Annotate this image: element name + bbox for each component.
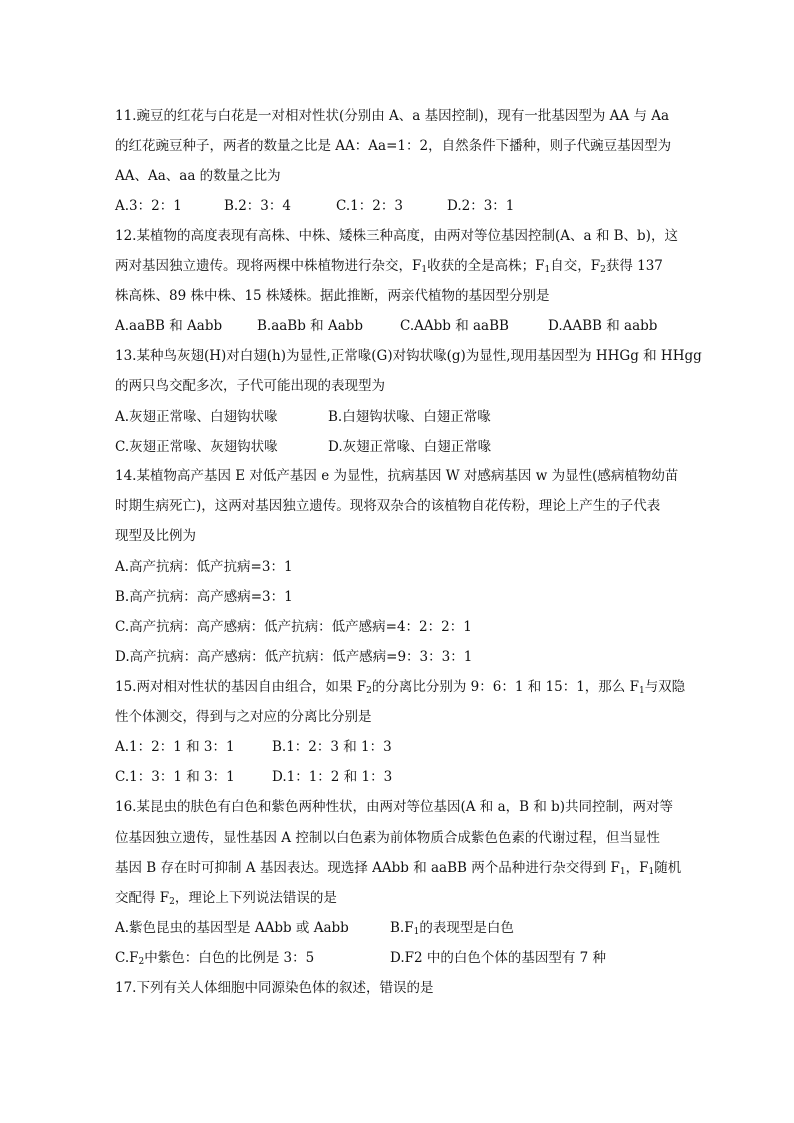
q14-option-d: D.高产抗病：高产感病：低产抗病：低产感病=9：3：3：1 [115, 649, 473, 665]
q12-option-d: D.AABB 和 aabb [548, 318, 658, 334]
q14-option-c: C.高产抗病：高产感病：低产抗病：低产感病=4：2：2：1 [115, 619, 472, 635]
q14-line-1: 14.某植物高产基因 E 对低产基因 e 为显性，抗病基因 W 对感病基因 w 为显性(感病植物幼苗 [115, 468, 679, 484]
q13-option-c: C.灰翅正常喙、灰翅钩状喙 [115, 439, 278, 455]
q15-option-a: A.1：2：1 和 3：1 [115, 739, 235, 755]
q11-option-d: D.2：3：1 [447, 198, 515, 214]
q12-line-1: 12.某植物的高度表现有高株、中株、矮株三种高度，由两对等位基因控制(A、a 和 B、b)，这 [115, 228, 678, 244]
q16-option-b: $B.F_1$的表现型是白色 [390, 920, 514, 937]
q17-line-1: 17.下列有关人体细胞中同源染色体的叙述，错误的是 [115, 980, 434, 996]
q15-line-2: 性个体测交，得到与之对应的分离比分别是 [115, 709, 372, 725]
q13-option-b: B.白翅钩状喙、白翅正常喙 [328, 409, 491, 425]
q13-line-1: 13.某种鸟灰翅(H)对白翅(h)为显性,正常喙(G)对钩状喙(g)为显性,现用基因型为 HHGg 和 HHgg [115, 348, 702, 364]
q11-option-a: A.3：2：1 [115, 198, 182, 214]
q12-option-a: A.aaBB 和 Aabb [115, 318, 223, 334]
q15-option-d: D.1：1：2 和 1：3 [272, 769, 393, 785]
q12-option-c: C.AAbb 和 aaBB [400, 318, 509, 334]
q15-option-b: B.1：2：3 和 1：3 [272, 739, 392, 755]
q15-line-1: 15.两对相对性状的基因自由组合，如果 $F_2$的分离比分别为 9：6：1 和 15：1，那么 $F_1$与双隐 [115, 679, 686, 696]
q13-option-a: A.灰翅正常喙、白翅钩状喙 [115, 409, 278, 425]
q11-option-b: B.2：3：4 [224, 198, 291, 214]
q16-line-2: 位基因独立遗传，显性基因 A 控制以白色素为前体物质合成紫色色素的代谢过程，但当显性 [115, 830, 660, 846]
q16-line-1: 16.某昆虫的肤色有白色和紫色两种性状，由两对等位基因(A 和 a，B 和 b)共同控制，两对等 [115, 799, 674, 815]
q16-option-a: A.紫色昆虫的基因型是 AAbb 或 Aabb [115, 920, 349, 936]
q16-line-4: 交配得 $F_2$，理论上下列说法错误的是 [115, 890, 337, 907]
q16-line-3: 基因 B 存在时可抑制 A 基因表达。现选择 AAbb 和 aaBB 两个品种进行杂交得到 $F_1$，$F_1$随机 [115, 860, 682, 877]
q13-line-2: 的两只鸟交配多次，子代可能出现的表现型为 [115, 378, 385, 394]
q12-option-b: B.aaBb 和 Aabb [257, 318, 364, 334]
q12-line-2: 两对基因独立遗传。现将两棵中株植物进行杂交，$F_1$收获的全是高株；$F_1$自交，$F_2$获得 137 [115, 258, 663, 275]
q14-line-3: 现型及比例为 [115, 528, 196, 544]
q12-line-3: 株高株、89 株中株、15 株矮株。据此推断，两亲代植物的基因型分别是 [115, 288, 550, 304]
q11-line-1: 11.豌豆的红花与白花是一对相对性状(分别由 A、a 基因控制)，现有一批基因型为 AA 与 Aa [115, 108, 670, 124]
q14-option-b: B.高产抗病：高产感病=3：1 [115, 589, 293, 605]
q16-option-d: D.F2 中的白色个体的基因型有 7 种 [390, 950, 607, 966]
q15-option-c: C.1：3：1 和 3：1 [115, 769, 235, 785]
q11-option-c: C.1：2：3 [336, 198, 403, 214]
q14-line-2: 时期生病死亡)，这两对基因独立遗传。现将双杂合的该植物自花传粉，理论上产生的子代表 [115, 498, 661, 514]
q14-option-a: A.高产抗病：低产抗病=3：1 [115, 559, 293, 575]
q16-option-c: $C.F_2$中紫色：白色的比例是 3：5 [115, 950, 315, 967]
q13-option-d: D.灰翅正常喙、白翅正常喙 [328, 439, 492, 455]
q11-line-2: 的红花豌豆种子，两者的数量之比是 AA：Aa=1：2，自然条件下播种，则子代豌豆基因型为 [115, 138, 672, 154]
q11-line-3: AA、Aa、aa 的数量之比为 [115, 168, 281, 184]
